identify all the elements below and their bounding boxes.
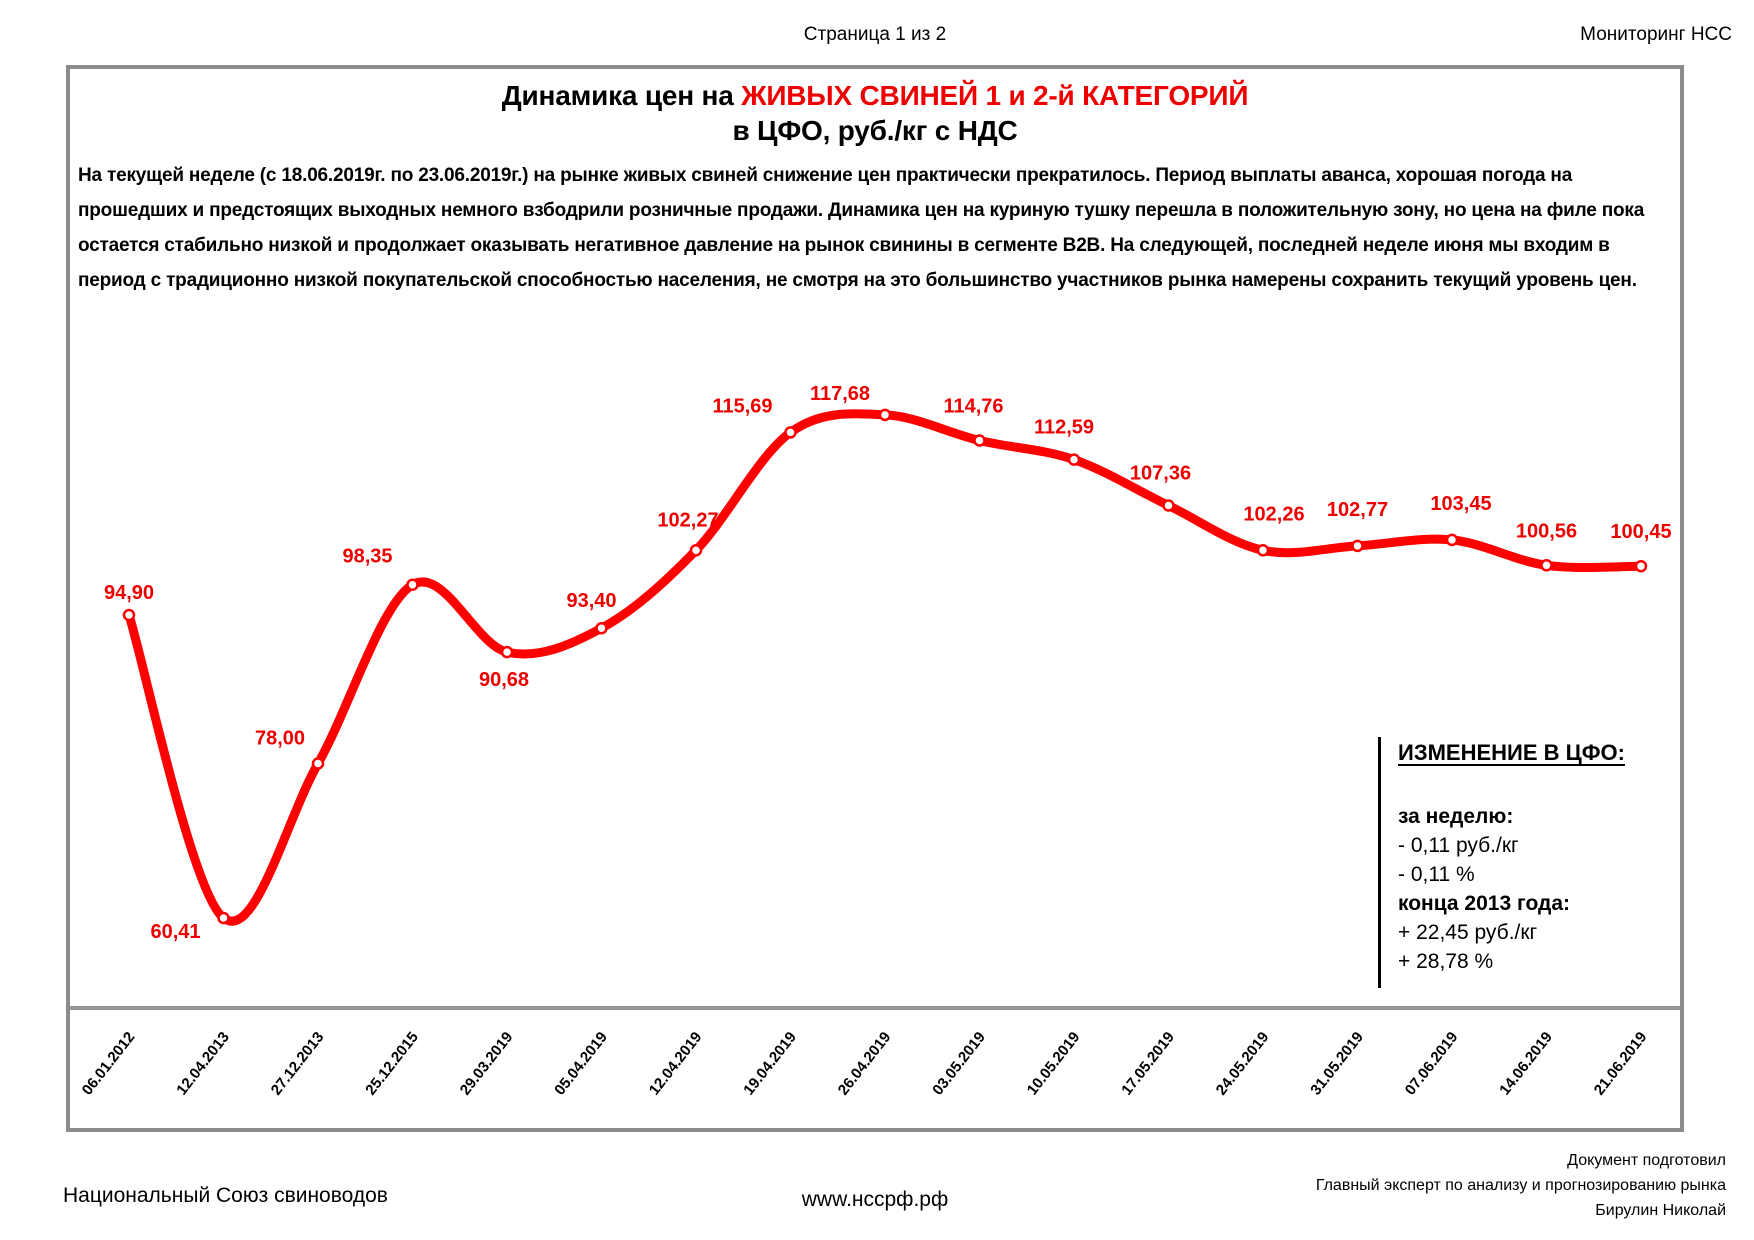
annotation-since-pct: + 28,78 % [1398,950,1494,973]
point-label: 78,00 [254,727,306,750]
date-label: 03.05.2019 [929,1028,989,1099]
point-label: 100,45 [1610,521,1672,544]
weekly-commentary: На текущей неделе (с 18.06.2019г. по 23.06.2019г.) на рынке живых свиней снижение цен практически прекратилось. Период выплаты аванса, хорошая погода на прошедших и предстоящих выходных немного взбодрили розничные продажи. Динамика цен на куриную тушку перешла в положительную зону, но цена на филе пока остается стабильно низкой и продолжает оказывать негативное давление на рынок свинины в сегменте В2В. На следующей, последней неделе июня мы входим в период с традиционно низкой покупательской способностью населения, не смотря на это большинство участников рынка намерены сохранить текущий уровень цен. [78,165,1645,291]
annotation-week-pct: - 0,11 % [1398,863,1475,886]
chart-title-highlight: ЖИВЫХ СВИНЕЙ 1 и 2-й КАТЕГОРИЙ [741,80,1249,111]
document-author-block [1316,1148,1726,1223]
point-label: 102,77 [1326,498,1389,521]
date-label: 29.03.2019 [456,1028,517,1099]
point-label: 100,56 [1515,520,1578,543]
point-label: 98,35 [342,545,393,568]
date-label: 05.04.2019 [551,1028,611,1099]
date-label: 14.06.2019 [1496,1028,1556,1099]
annotation-week-rub: - 0,11 руб./кг [1398,834,1519,857]
date-label: 27.12.2013 [267,1028,328,1099]
point-label: 60,41 [150,921,201,943]
date-label: 12.04.2019 [645,1028,706,1099]
website-url: www.нссрф.рф [801,1188,949,1211]
date-label: 26.04.2019 [834,1028,895,1099]
author-line-role: Главный эксперт по анализу и прогнозированию рынка [1315,1177,1726,1194]
date-label: 07.06.2019 [1401,1028,1462,1099]
point-label: 102,27 [657,509,719,532]
date-label: 31.05.2019 [1307,1028,1367,1099]
author-line-prepared: Документ подготовил [1567,1152,1726,1169]
annotation-week-label: за неделю: [1398,805,1514,828]
date-label: 17.05.2019 [1118,1028,1178,1099]
annotation-divider [1378,737,1381,988]
annotation-since-rub: + 22,45 руб./кг [1398,921,1538,944]
date-label: 19.04.2019 [740,1028,800,1099]
annotation-title: ИЗМЕНЕНИЕ В ЦФО: [1398,740,1625,765]
author-line-name: Бирулин Николай [1595,1202,1726,1219]
date-label: 25.12.2015 [362,1028,422,1099]
date-label: 21.06.2019 [1590,1028,1651,1099]
point-label: 94,90 [103,582,155,604]
date-label: 10.05.2019 [1023,1028,1084,1099]
point-label: 112,59 [1033,416,1095,439]
chart-title [66,80,1684,112]
point-label: 90,68 [478,669,530,692]
date-label: 24.05.2019 [1212,1028,1273,1099]
point-label: 103,45 [1430,492,1492,515]
monitoring-label: Мониторинг НСС [1580,24,1732,45]
annotation-since-label: конца 2013 года: [1398,892,1570,915]
point-label: 114,76 [943,395,1004,418]
point-label: 93,40 [566,590,617,613]
date-label: 12.04.2013 [173,1028,233,1099]
annotation-list [1398,802,1570,976]
point-label: 107,36 [1129,462,1192,485]
point-label: 115,69 [712,395,773,418]
organization-name: Национальный Союз свиноводов [63,1184,388,1207]
point-label: 102,26 [1243,503,1305,526]
date-label: 06.01.2012 [78,1028,139,1099]
point-label: 117,68 [809,382,871,405]
chart-title-prefix: Динамика цен на [501,80,742,111]
chart-subtitle: в ЦФО, руб./кг с НДС [732,115,1018,146]
page-indicator: Страница 1 из 2 [803,24,947,45]
